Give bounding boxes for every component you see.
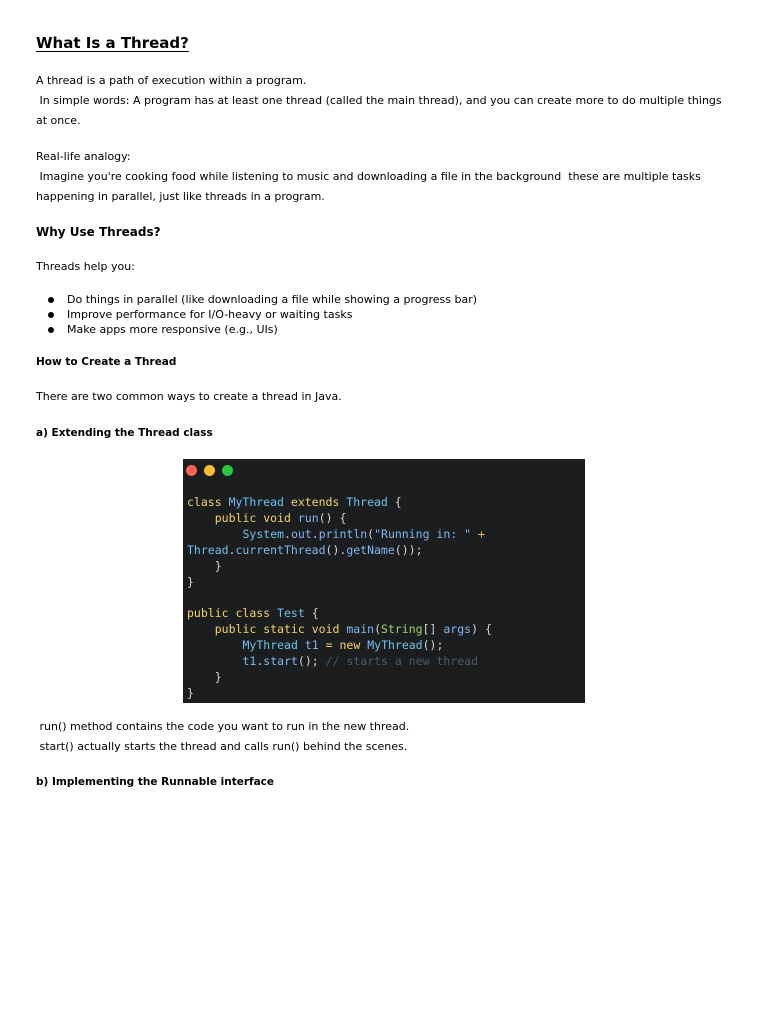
bullet-icon xyxy=(48,327,54,333)
intro-line-1: A thread is a path of execution within a program. xyxy=(36,74,307,87)
close-dot-icon xyxy=(186,465,197,476)
create-lead xyxy=(36,387,728,407)
intro-line-2: In simple words: A program has at least one thread (called the main thread), and you can create more to do multiple things xyxy=(36,94,722,107)
why-lead xyxy=(36,257,728,277)
list-item xyxy=(36,322,477,337)
code-line: public void run() { xyxy=(214,510,347,525)
minimize-dot-icon xyxy=(204,465,215,476)
bullet-icon xyxy=(48,297,54,303)
why-lead-text: Threads help you: xyxy=(36,260,135,273)
create-lead-text: There are two common ways to create a thread in Java. xyxy=(36,390,342,403)
code-line: public static void main(String[] args) { xyxy=(214,622,492,637)
code-line: MyThread t1 = new MyThread(); xyxy=(242,638,444,653)
analogy-paragraph xyxy=(36,147,728,207)
list-item-text: Do things in parallel (like downloading a file while showing a progress bar) xyxy=(67,293,478,306)
code-line: } xyxy=(214,669,222,684)
code-line: System.out.println("Running in: " + xyxy=(242,526,485,541)
list-item-text: Improve performance for I/O-heavy or waiting tasks xyxy=(67,308,353,321)
note-run: run() method contains the code you want to run in the new thread. xyxy=(36,720,410,733)
why-heading: Why Use Threads? xyxy=(36,225,161,239)
analogy-line-2: happening in parallel, just like threads in a program. xyxy=(36,190,325,203)
list-item xyxy=(36,292,477,307)
create-heading: How to Create a Thread xyxy=(36,356,177,368)
code-line: t1.start(); // starts a new thread xyxy=(242,654,478,669)
option-a-heading: a) Extending the Thread class xyxy=(36,427,213,439)
maximize-dot-icon xyxy=(222,465,233,476)
code-block xyxy=(187,495,492,702)
code-line: public class Test { xyxy=(187,606,319,621)
note-start: start() actually starts the thread and calls run() behind the scenes. xyxy=(36,740,408,753)
option-b-heading: b) Implementing the Runnable interface xyxy=(36,776,275,788)
intro-line-3: at once. xyxy=(36,114,81,127)
intro-paragraph xyxy=(36,71,728,131)
code-line: Thread.currentThread().getName()); xyxy=(187,542,423,557)
code-line: class MyThread extends Thread { xyxy=(187,495,402,509)
analogy-line-1: Imagine you're cooking food while listening to music and downloading a file in the background these are multiple tasks xyxy=(36,170,701,183)
code-line: } xyxy=(187,574,194,589)
analogy-label: Real-life analogy: xyxy=(36,150,131,163)
list-item-text: Make apps more responsive (e.g., UIs) xyxy=(67,323,278,336)
code-line: } xyxy=(214,558,222,573)
benefits-list xyxy=(36,292,477,337)
bullet-icon xyxy=(48,312,54,318)
code-snippet-window xyxy=(183,459,585,703)
list-item xyxy=(36,307,477,322)
page-title: What Is a Thread? xyxy=(36,34,189,52)
notes-paragraph xyxy=(36,717,728,757)
code-line: } xyxy=(187,685,194,700)
